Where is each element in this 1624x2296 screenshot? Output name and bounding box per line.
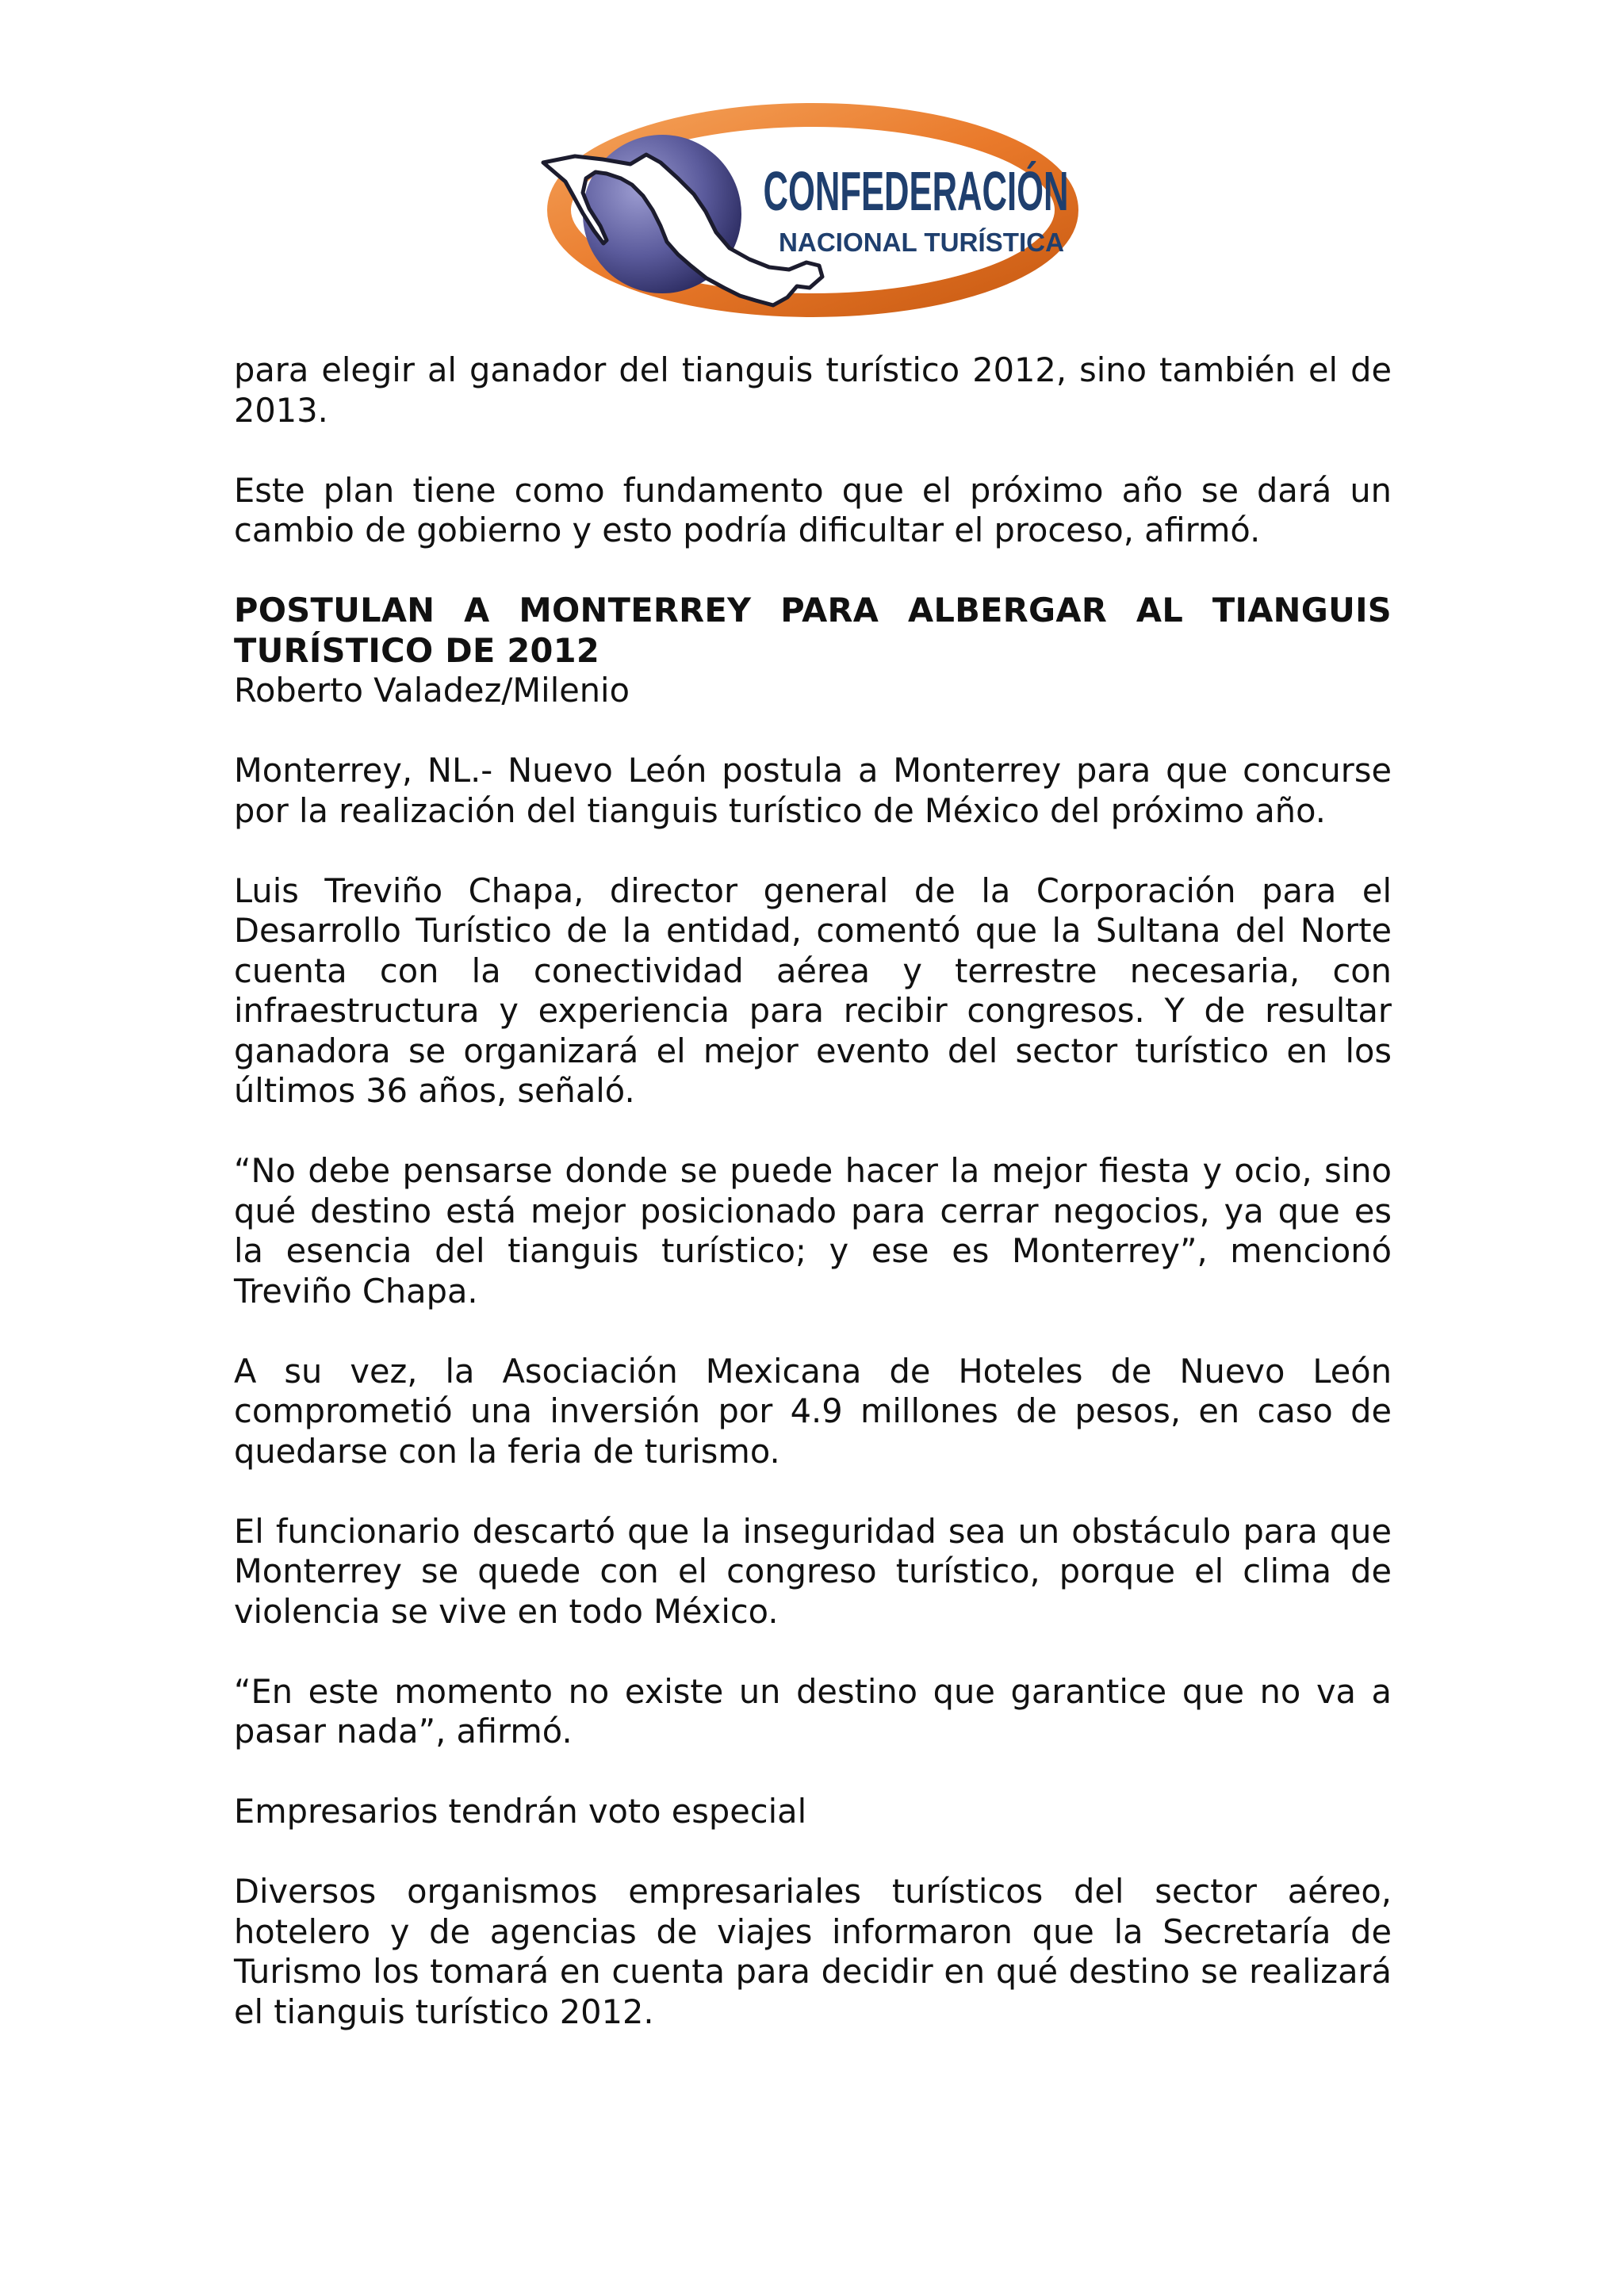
paragraph-7: Diversos organismos empresariales turísticos del sector aéreo, hotelero y de agencias de viajes informaron que la Secretaría de Turismo los tomará en cuenta para decidir en qué destino se realizará el tianguis turístico 2012.: [234, 1872, 1392, 2031]
article-byline: Roberto Valadez/Milenio: [234, 671, 630, 710]
section-subhead: Empresarios tendrán voto especial: [234, 1792, 807, 1831]
confederacion-nacional-turistica-logo: [527, 107, 1082, 345]
paragraph-5: El funcionario descartó que la inseguridad sea un obstáculo para que Monterrey se quede con el congreso turístico, porque el clima de violencia se vive en todo México.: [234, 1511, 1392, 1631]
paragraph-plan: Este plan tiene como fundamento que el próximo año se dará un cambio de gobierno y esto podría dificultar el proceso, afirmó.: [234, 470, 1392, 549]
paragraph-3: “No debe pensarse donde se puede hacer la mejor fiesta y ocio, sino qué destino está mejor posicionado para cerrar negocios, ya que es la esencia del tianguis turístico; y ese es Monterrey”, mencionó Treviño Chapa.: [234, 1151, 1392, 1311]
paragraph-continuation: para elegir al ganador del tianguis turístico 2012, sino también el de 2013.: [234, 350, 1392, 430]
logo-text-confederacion: CONFEDERACIÓN: [763, 160, 1069, 222]
article-headline: POSTULAN A MONTERREY PARA ALBERGAR AL TIANGUIS TURÍSTICO DE 2012: [234, 591, 1392, 670]
article-body: [234, 350, 1392, 2072]
logo-text-nacional-turistica: NACIONAL TURÍSTICA: [779, 228, 1064, 257]
paragraph-1: Monterrey, NL.- Nuevo León postula a Monterrey para que concurse por la realización del tianguis turístico de México del próximo año.: [234, 751, 1392, 830]
paragraph-4: A su vez, la Asociación Mexicana de Hoteles de Nuevo León comprometió una inversión por 4.9 millones de pesos, en caso de quedarse con la feria de turismo.: [234, 1351, 1392, 1471]
logo-graphic: [527, 107, 1082, 345]
paragraph-2: Luis Treviño Chapa, director general de la Corporación para el Desarrollo Turístico de la entidad, comentó que la Sultana del Norte cuenta con la conectividad aérea y terrestre necesaria, con infraestructura y experiencia para recibir congresos. Y de resultar ganadora se organizará el mejor evento del sector turístico en los últimos 36 años, señaló.: [234, 871, 1392, 1110]
paragraph-6: “En este momento no existe un destino que garantice que no va a pasar nada”, afirmó.: [234, 1671, 1392, 1751]
